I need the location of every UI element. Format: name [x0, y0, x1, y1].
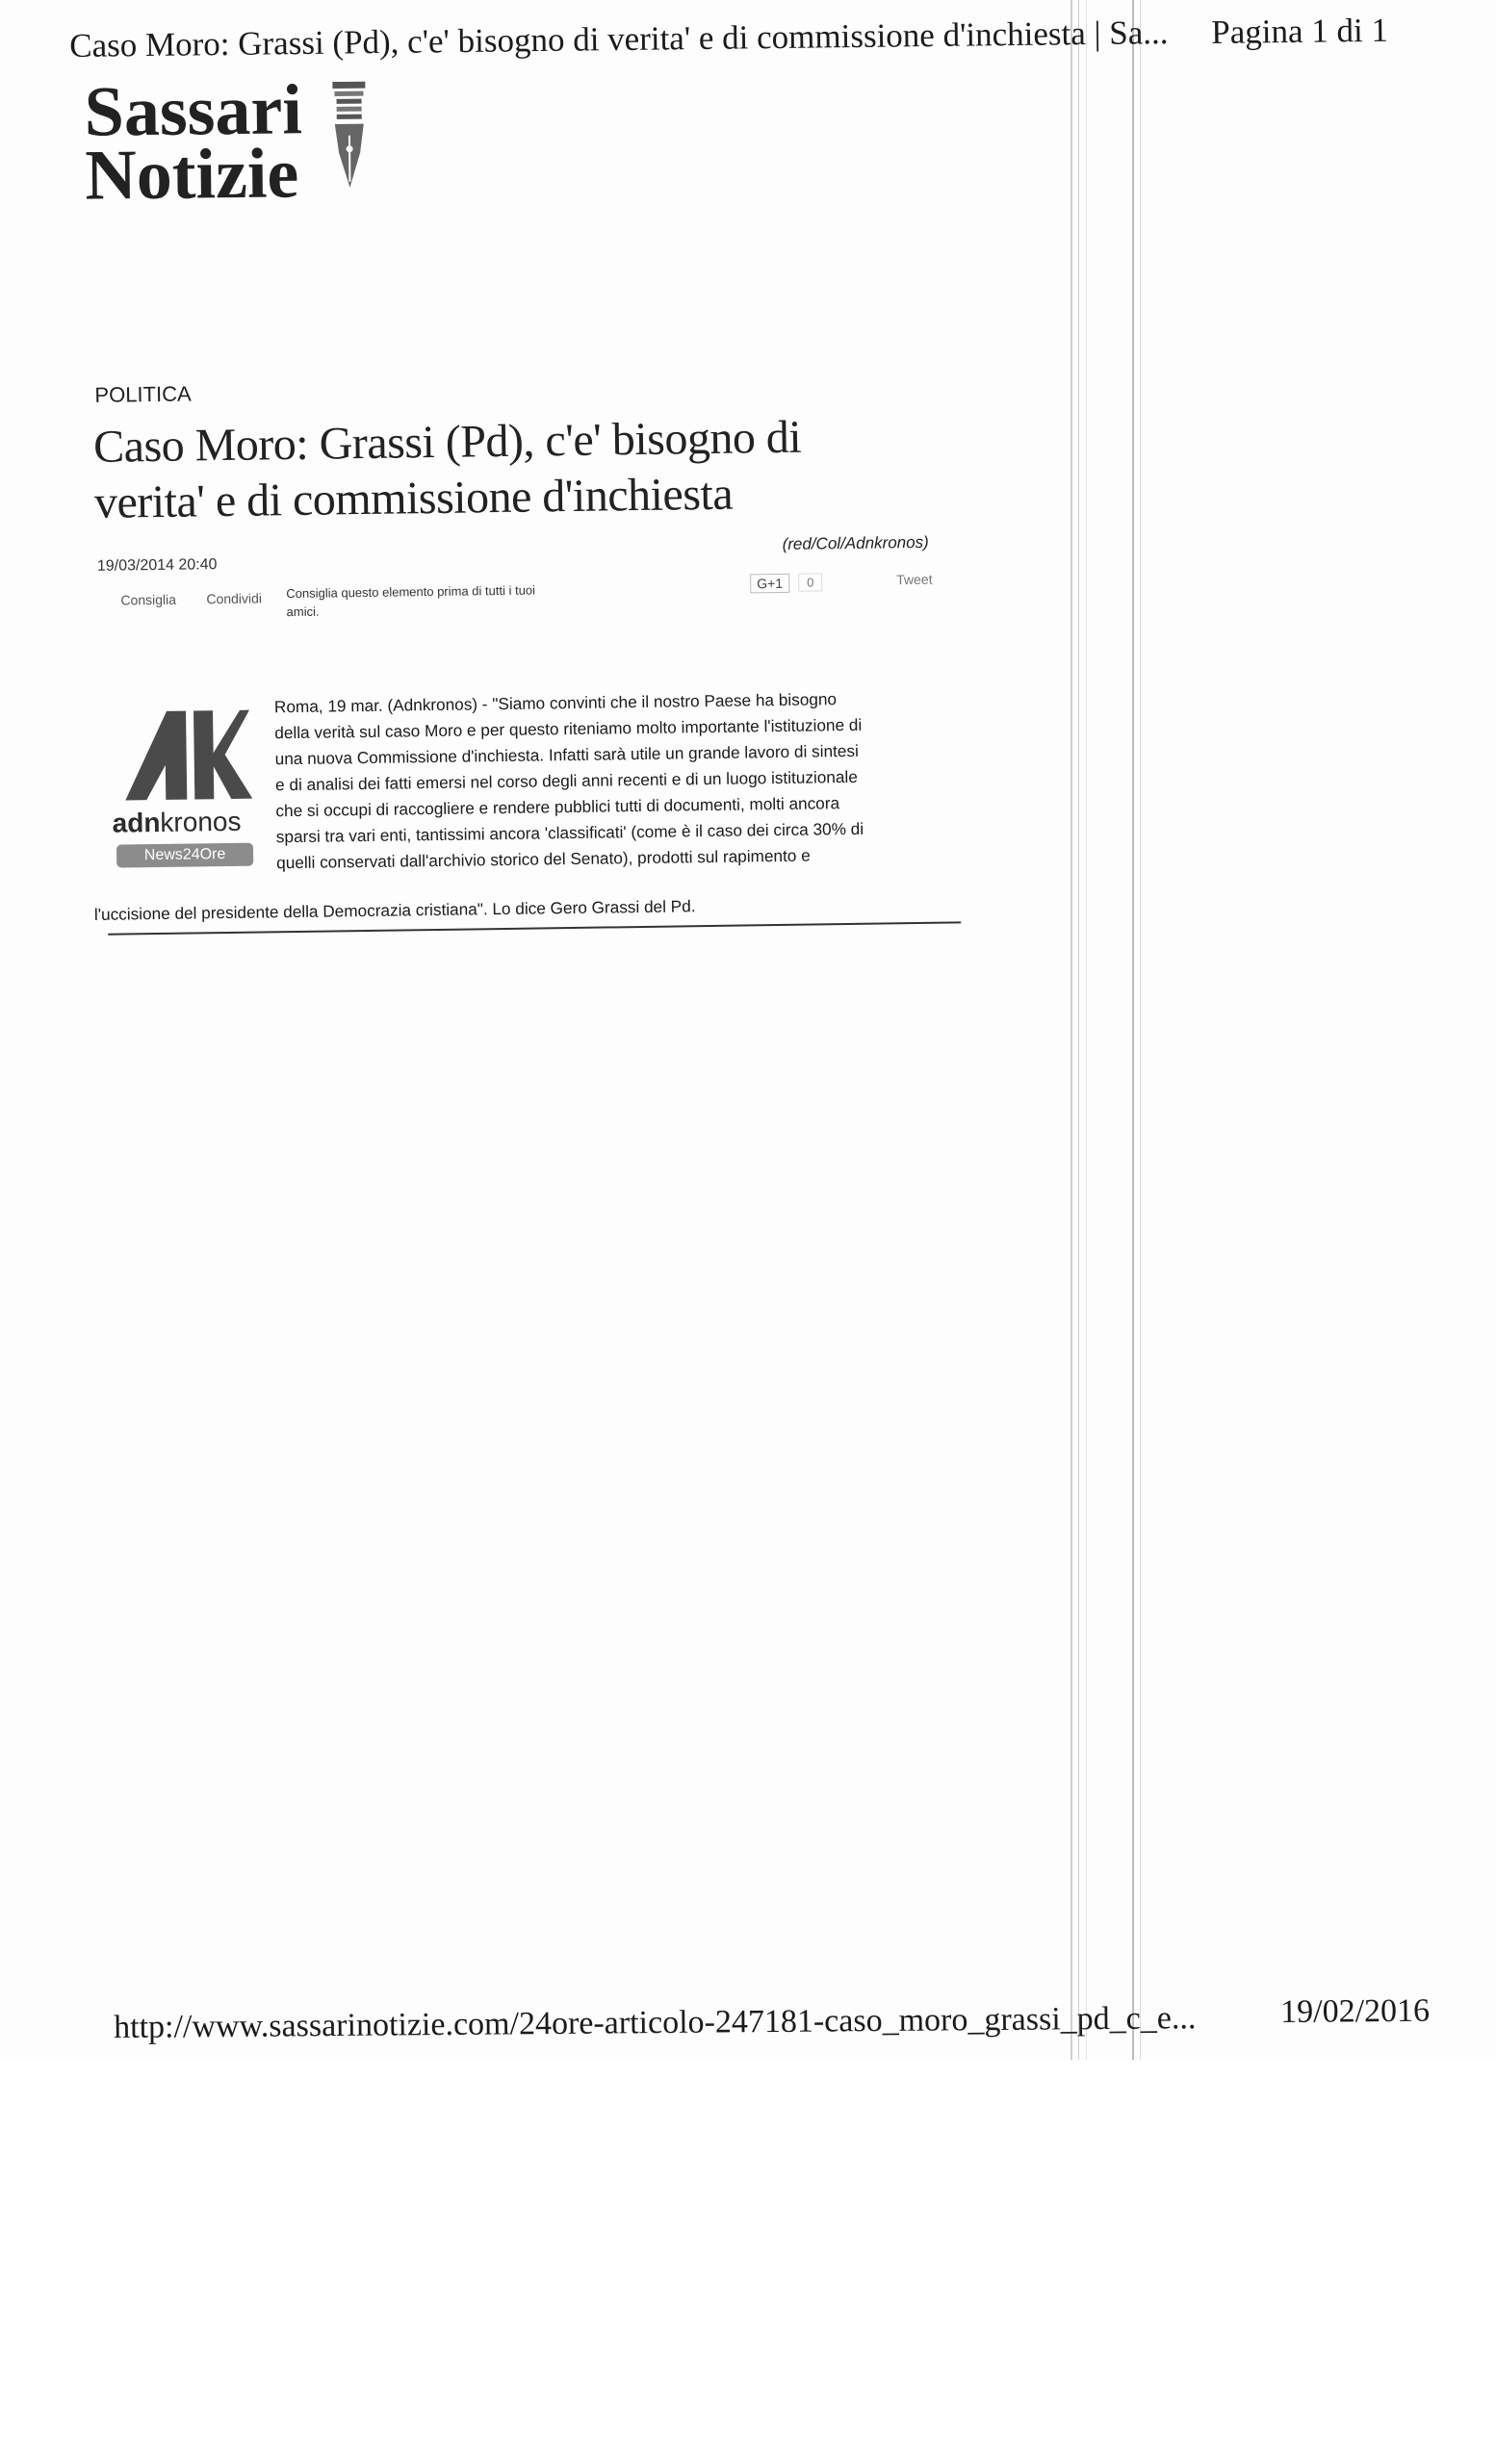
agency-badge: News24Ore	[116, 843, 253, 868]
article-datetime: 19/03/2014 20:40	[96, 556, 218, 575]
print-header-page-number: Pagina 1 di 1	[1211, 11, 1389, 51]
site-logo	[84, 70, 393, 216]
print-footer-url: http://www.sassarinotizie.com/24ore-articolo-247181-caso_moro_grassi_pd_c_e...	[114, 2000, 1197, 2045]
agency-brand: adnkronos	[112, 806, 242, 838]
tweet-button[interactable]: Tweet	[896, 571, 933, 588]
headline-line-2: verita' e di commissione d'inchiesta	[93, 468, 734, 528]
google-plus-count: 0	[798, 573, 822, 591]
scan-artifact-line	[1086, 0, 1087, 2060]
article	[87, 353, 963, 924]
google-plus-button[interactable]: G+1	[750, 574, 789, 594]
scan-artifact-line	[1140, 0, 1141, 2060]
logo-line-1: Sassari	[84, 70, 303, 152]
print-header-title: Caso Moro: Grassi (Pd), c'e' bisogno di verita' e di commissione d'inchiesta | Sa...	[69, 13, 1169, 64]
fountain-pen-nib-icon	[324, 82, 374, 191]
print-footer-date: 19/02/2016	[1280, 1992, 1431, 2030]
body-line: della verità sul caso Moro e per questo riteniamo molto importante l'istituzione di	[274, 714, 863, 743]
scan-artifact-line	[1132, 0, 1134, 2060]
scan-artifact-line	[1078, 0, 1079, 2060]
logo-line-2: Notizie	[84, 134, 299, 216]
like-prompt-text: Consiglia questo elemento prima di tutti i tuoi amici.	[286, 582, 536, 620]
scan-artifact-line	[1070, 0, 1072, 2060]
adnkronos-logo-icon	[116, 706, 252, 805]
body-line: che si occupi di raccogliere e rendere pubblici tutti di documenti, molti ancora	[275, 793, 840, 821]
headline-line-1: Caso Moro: Grassi (Pd), c'e' bisogno di	[92, 411, 802, 473]
like-button[interactable]: Consiglia	[120, 591, 177, 608]
agency-logo	[111, 701, 257, 876]
body-line: Roma, 19 mar. (Adnkronos) - "Siamo convinti che il nostro Paese ha bisogno	[273, 689, 838, 717]
body-line: una nuova Commissione d'inchiesta. Infatti sarà utile un grande lavoro di sintesi	[274, 740, 859, 769]
body-line: quelli conservati dall'archivio storico del Senato), prodotti sul rapimento e	[276, 845, 811, 873]
share-button[interactable]: Condividi	[206, 590, 263, 607]
body-line-final: l'uccisione del presidente della Democrazia cristiana". Lo dice Gero Grassi del Pd.	[93, 896, 696, 924]
article-divider	[108, 921, 961, 935]
body-line: sparsi tra vari enti, tantissimi ancora 'classificati' (come è il caso dei circa 30% di	[275, 818, 864, 847]
article-source: (red/Col/Adnkronos)	[782, 532, 929, 553]
body-line: e di analisi dei fatti emersi nel corso degli anni recenti e di un luogo istituzionale	[274, 766, 858, 795]
article-body	[274, 684, 961, 876]
article-headline	[93, 408, 942, 531]
article-category[interactable]: POLITICA	[94, 381, 192, 407]
